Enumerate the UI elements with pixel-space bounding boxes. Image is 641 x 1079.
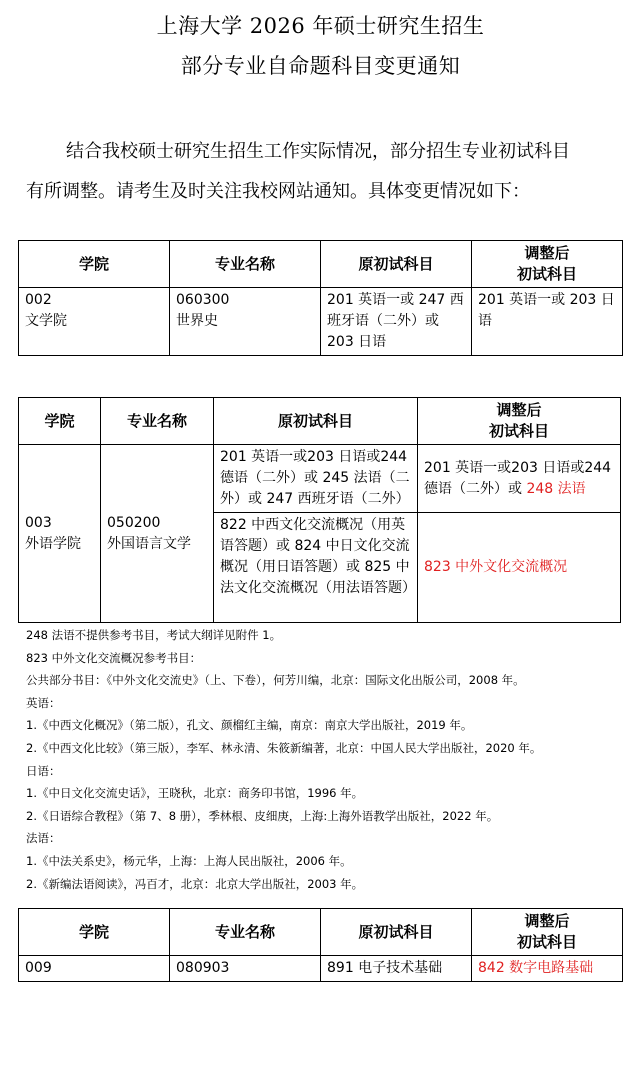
table-row — [19, 288, 623, 356]
table-header-row — [19, 398, 621, 445]
header-original: 原初试科目 — [321, 909, 472, 956]
note-line: 法语： — [26, 831, 61, 846]
notice-title-line1: 上海大学 2026 年硕士研究生招生 — [156, 14, 485, 38]
header-original: 原初试科目 — [214, 398, 418, 445]
major-cell: 050200 外国语言文学 — [101, 445, 214, 623]
table-foreign-languages — [18, 397, 621, 623]
intro-line1: 结合我校硕士研究生招生工作实际情况，部分招生专业初试科目 — [66, 141, 570, 162]
header-adjusted: 调整后 初试科目 — [418, 398, 621, 445]
note-line: 英语： — [26, 695, 61, 710]
college-cell: 003 外语学院 — [19, 445, 101, 623]
note-line: 1.《中日文化交流史话》，王晓秋，北京：商务印书馆，1996 年。 — [26, 786, 364, 801]
college-cell: 009 — [19, 956, 170, 982]
original-subject-cell: 822 中西文化交流概况（用英语答题）或 824 中日文化交流概况（用日语答题）或 825 中法文化交流概况（用法语答题） — [214, 513, 418, 623]
reference-book-notes — [26, 624, 626, 895]
original-subject-cell: 891 电子技术基础 — [321, 956, 472, 982]
note-line: 2.《日语综合教程》（第 7、8 册），季林根、皮细庚，上海:上海外语教学出版社，2022 年。 — [26, 808, 499, 823]
header-major: 专业名称 — [170, 241, 321, 288]
intro-paragraph — [26, 132, 622, 212]
major-cell: 060300 世界史 — [170, 288, 321, 356]
note-line: 248 法语不提供参考书目，考试大纲详见附件 1。 — [26, 628, 282, 642]
note-line: 2.《新编法语阅读》，冯百才，北京：北京大学出版社，2003 年。 — [26, 876, 364, 891]
note-line: 日语： — [26, 763, 61, 778]
note-line: 1.《中法关系史》，杨元华，上海：上海人民出版社，2006 年。 — [26, 853, 352, 868]
header-college: 学院 — [19, 241, 170, 288]
adjusted-subject-cell: 823 中外文化交流概况 — [418, 513, 621, 623]
header-adjusted: 调整后 初试科目 — [472, 909, 623, 956]
table-header-row — [19, 909, 623, 956]
header-major: 专业名称 — [101, 398, 214, 445]
table-header-row — [19, 241, 623, 288]
adjusted-subject-cell: 201 英语一或 203 日语 — [472, 288, 623, 356]
note-line: 1.《中西文化概况》（第二版），孔文、颜榴红主编，南京：南京大学出版社，2019 年。 — [26, 718, 473, 733]
major-cell: 080903 — [170, 956, 321, 982]
original-subject-cell: 201 英语一或 247 西班牙语（二外）或 203 日语 — [321, 288, 472, 356]
table-history — [18, 240, 623, 356]
adjusted-subject-cell: 842 数字电路基础 — [472, 956, 623, 982]
header-original: 原初试科目 — [321, 241, 472, 288]
college-cell: 002 文学院 — [19, 288, 170, 356]
table-electronics — [18, 908, 623, 982]
table-row — [19, 445, 621, 513]
original-subject-cell: 201 英语一或203 日语或244 德语（二外）或 245 法语（二外）或 247 西班牙语（二外） — [214, 445, 418, 513]
changed-subject: 248 法语 — [526, 480, 586, 497]
note-line: 823 中外文化交流概况参考书目： — [26, 650, 202, 665]
header-college: 学院 — [19, 909, 170, 956]
header-adjusted: 调整后 初试科目 — [472, 241, 623, 288]
table-row — [19, 956, 623, 982]
notice-title-line2: 部分专业自命题科目变更通知 — [180, 54, 461, 78]
header-college: 学院 — [19, 398, 101, 445]
adjusted-subject-cell: 201 英语一或203 日语或244 德语（二外）或 248 法语 — [418, 445, 621, 513]
intro-line2: 有所调整。请考生及时关注我校网站通知。具体变更情况如下： — [26, 181, 530, 202]
header-major: 专业名称 — [170, 909, 321, 956]
note-line: 公共部分书目：《中外文化交流史》（上、下卷），何芳川编，北京：国际文化出版公司，2008 年。 — [26, 673, 525, 688]
note-line: 2.《中西文化比较》（第三版），李军、林永清、朱筱新编著，北京：中国人民大学出版社，2020 年。 — [26, 740, 542, 755]
